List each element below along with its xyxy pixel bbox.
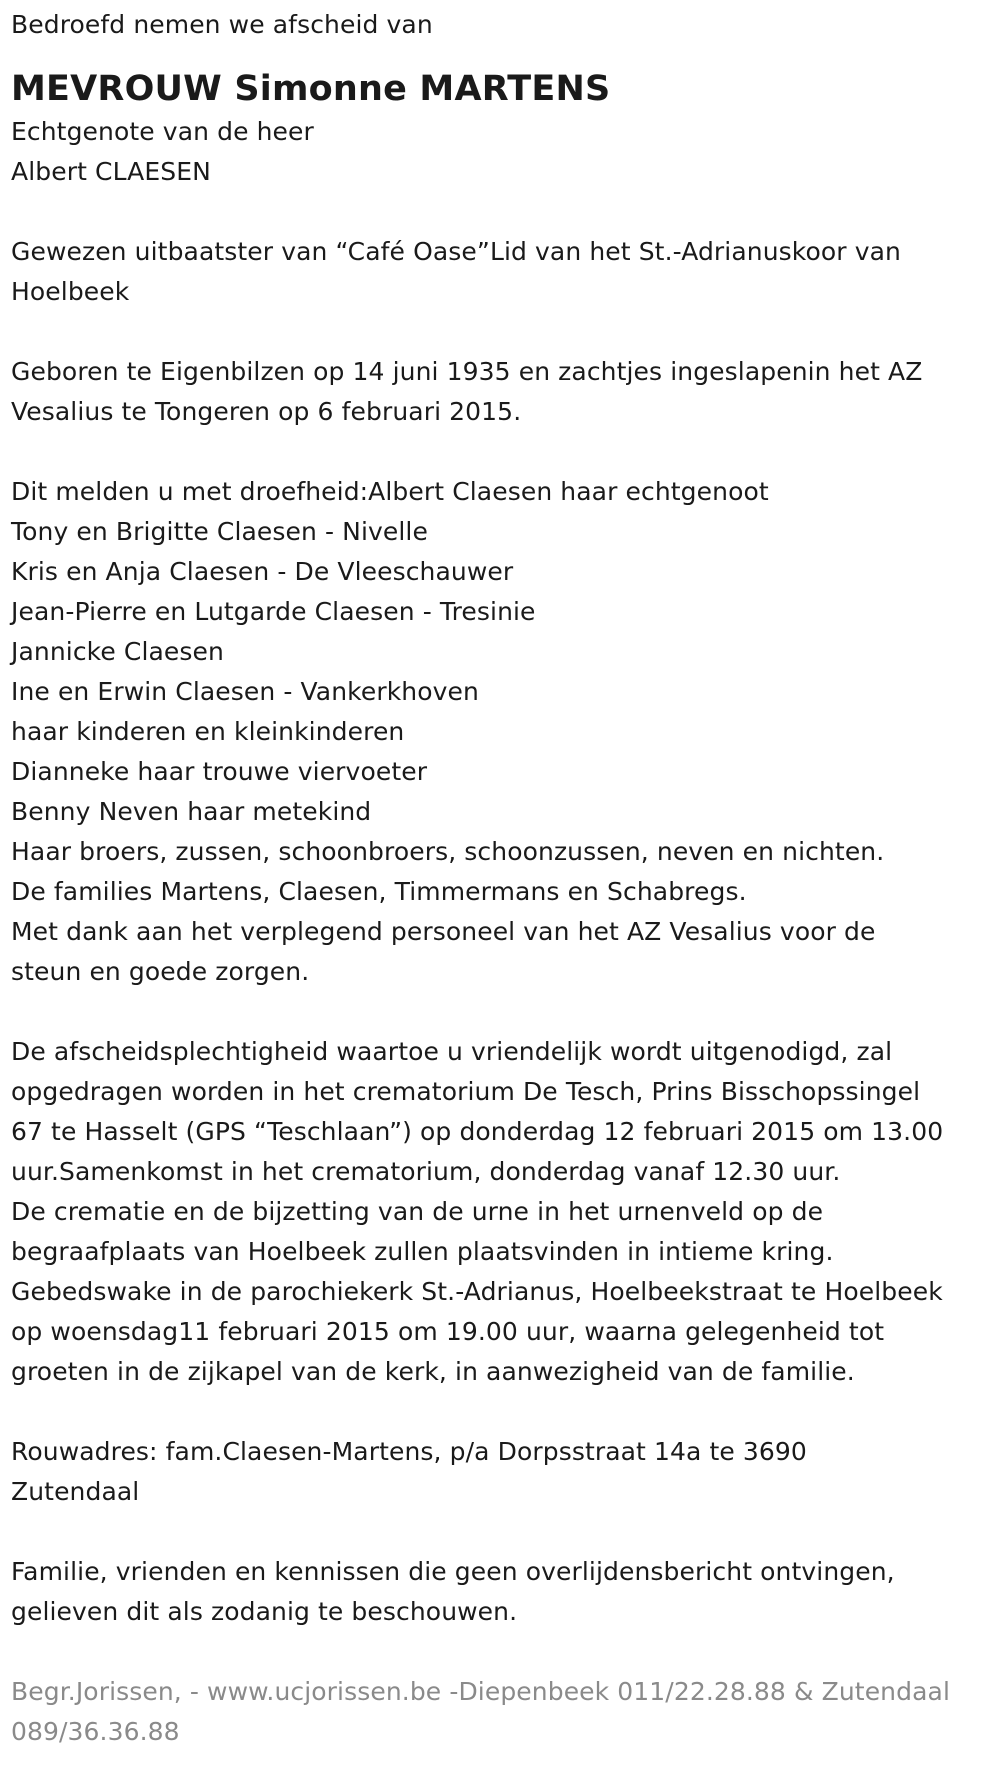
- birth-death-section: [11, 352, 1000, 432]
- family-line: De families Martens, Claesen, Timmermans en Schabregs.: [11, 877, 747, 906]
- birth-death-line: Vesalius te Tongeren op 6 februari 2015.: [11, 397, 522, 426]
- address-section: [11, 1432, 1000, 1512]
- ceremony-line: 67 te Hasselt (GPS “Teschlaan”) op donderdag 12 februari 2015 om 13.00: [11, 1117, 944, 1146]
- family-line: Ine en Erwin Claesen - Vankerkhoven: [11, 677, 479, 706]
- ceremony-line: De afscheidsplechtigheid waartoe u vriendelijk wordt uitgenodigd, zal: [11, 1037, 893, 1066]
- intro-text: Bedroefd nemen we afscheid van: [11, 10, 433, 39]
- footer-line: Begr.Jorissen, - www.ucjorissen.be -Diepenbeek 011/22.28.88 & Zutendaal: [11, 1677, 950, 1706]
- footer-line: 089/36.36.88: [11, 1717, 180, 1746]
- ceremony-line: op woensdag11 februari 2015 om 19.00 uur, waarna gelegenheid tot: [11, 1317, 885, 1346]
- closing-line: Familie, vrienden en kennissen die geen overlijdensbericht ontvingen,: [11, 1557, 895, 1586]
- ceremony-section: [11, 1032, 1000, 1392]
- spouse-line: Echtgenote van de heer: [11, 117, 314, 146]
- family-line: steun en goede zorgen.: [11, 957, 310, 986]
- closing-section: [11, 1552, 1000, 1632]
- family-line: haar kinderen en kleinkinderen: [11, 717, 405, 746]
- family-line: Benny Neven haar metekind: [11, 797, 372, 826]
- ceremony-line: opgedragen worden in het crematorium De Tesch, Prins Bisschopssingel: [11, 1077, 921, 1106]
- closing-line: gelieven dit als zodanig te beschouwen.: [11, 1597, 518, 1626]
- family-line: Tony en Brigitte Claesen - Nivelle: [11, 517, 428, 546]
- ceremony-line: Gebedswake in de parochiekerk St.-Adrianus, Hoelbeekstraat te Hoelbeek: [11, 1277, 943, 1306]
- family-line: Met dank aan het verplegend personeel van het AZ Vesalius voor de: [11, 917, 876, 946]
- family-line: Kris en Anja Claesen - De Vleeschauwer: [11, 557, 514, 586]
- family-line: Jean-Pierre en Lutgarde Claesen - Tresinie: [11, 597, 536, 626]
- family-section: [11, 472, 1000, 992]
- address-line: Rouwadres: fam.Claesen-Martens, p/a Dorpsstraat 14a te 3690: [11, 1437, 807, 1466]
- deceased-name: MEVROUW Simonne MARTENS: [11, 69, 611, 109]
- obituary-page: [0, 5, 1000, 1789]
- birth-death-line: Geboren te Eigenbilzen op 14 juni 1935 en zachtjes ingeslapenin het AZ: [11, 357, 923, 386]
- funeral-home-footer: [11, 1672, 1000, 1752]
- address-line: Zutendaal: [11, 1477, 140, 1506]
- occupation-line: Hoelbeek: [11, 277, 130, 306]
- ceremony-line: groeten in de zijkapel van de kerk, in aanwezigheid van de familie.: [11, 1357, 855, 1386]
- family-line: Jannicke Claesen: [11, 637, 224, 666]
- family-line: Dit melden u met droefheid:Albert Claesen haar echtgenoot: [11, 477, 769, 506]
- spouse-line: Albert CLAESEN: [11, 157, 211, 186]
- ceremony-line: begraafplaats van Hoelbeek zullen plaatsvinden in intieme kring.: [11, 1237, 834, 1266]
- spouse-section: [11, 112, 1000, 192]
- occupation-section: [11, 232, 1000, 312]
- family-line: Dianneke haar trouwe viervoeter: [11, 757, 428, 786]
- family-line: Haar broers, zussen, schoonbroers, schoonzussen, neven en nichten.: [11, 837, 885, 866]
- ceremony-line: De crematie en de bijzetting van de urne in het urnenveld op de: [11, 1197, 824, 1226]
- ceremony-line: uur.Samenkomst in het crematorium, donderdag vanaf 12.30 uur.: [11, 1157, 841, 1186]
- occupation-line: Gewezen uitbaatster van “Café Oase”Lid van het St.-Adrianuskoor van: [11, 237, 901, 266]
